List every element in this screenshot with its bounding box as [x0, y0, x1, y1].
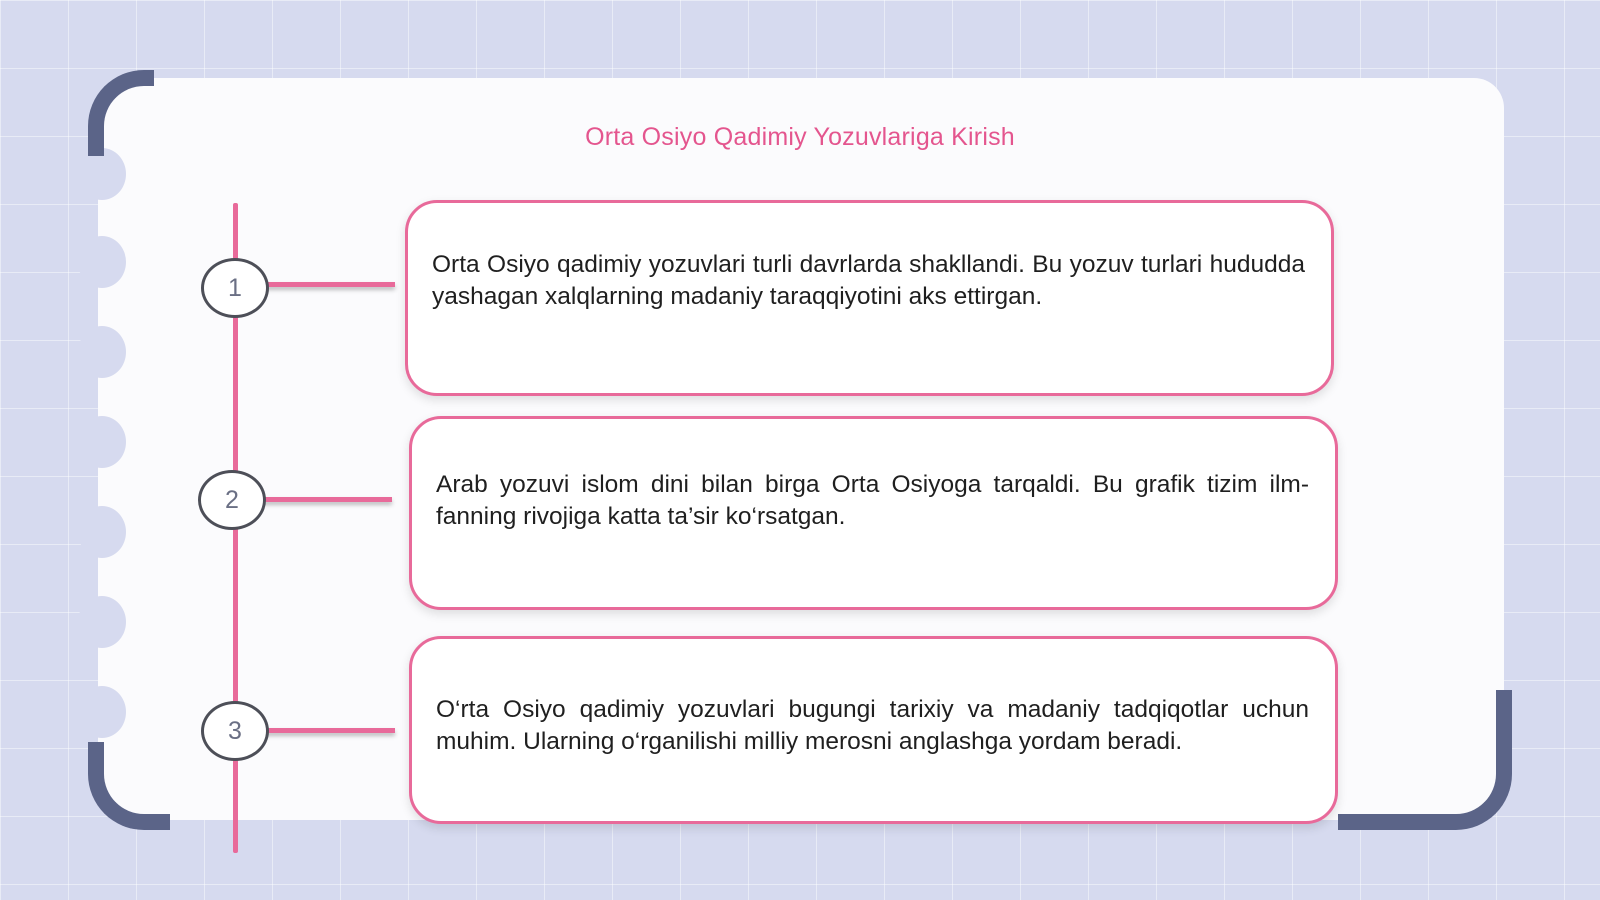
- paper-hole: [78, 686, 126, 738]
- paper-hole: [78, 506, 126, 558]
- step-3-text: O‘rta Osiyo qadimiy yozuvlari bugungi tarixiy va madaniy tadqiqotlar uchun muhim. Ularning o‘rganilishi milliy merosni anglashga yordam beradi.: [436, 696, 1309, 755]
- step-1-connector: [265, 282, 395, 287]
- step-2-number: 2: [198, 470, 266, 530]
- frame-corner-bottom-right: [1338, 690, 1512, 830]
- step-3-card: [409, 636, 1338, 824]
- paper-hole: [78, 596, 126, 648]
- step-2-text: Arab yozuvi islom dini bilan birga Orta Osiyoga tarqaldi. Bu grafik tizim ilm-fanning rivojiga katta ta’sir ko‘rsatgan.: [436, 471, 1309, 530]
- step-2-card: [409, 416, 1338, 610]
- frame-corner-bottom-left: [88, 742, 170, 830]
- paper-hole: [78, 236, 126, 288]
- slide-title: Orta Osiyo Qadimiy Yozuvlariga Kirish: [585, 123, 1015, 151]
- step-1-card: [405, 200, 1334, 396]
- paper-hole: [78, 326, 126, 378]
- paper-hole: [78, 416, 126, 468]
- step-2-connector: [262, 497, 392, 502]
- step-1-text: Orta Osiyo qadimiy yozuvlari turli davrlarda shakllandi. Bu yozuv turlari hududda yashagan xalqlarning madaniy taraqqiyotini aks ettirgan.: [432, 251, 1305, 310]
- step-1-number: 1: [201, 258, 269, 318]
- step-3-connector: [265, 728, 395, 733]
- step-3-number: 3: [201, 701, 269, 761]
